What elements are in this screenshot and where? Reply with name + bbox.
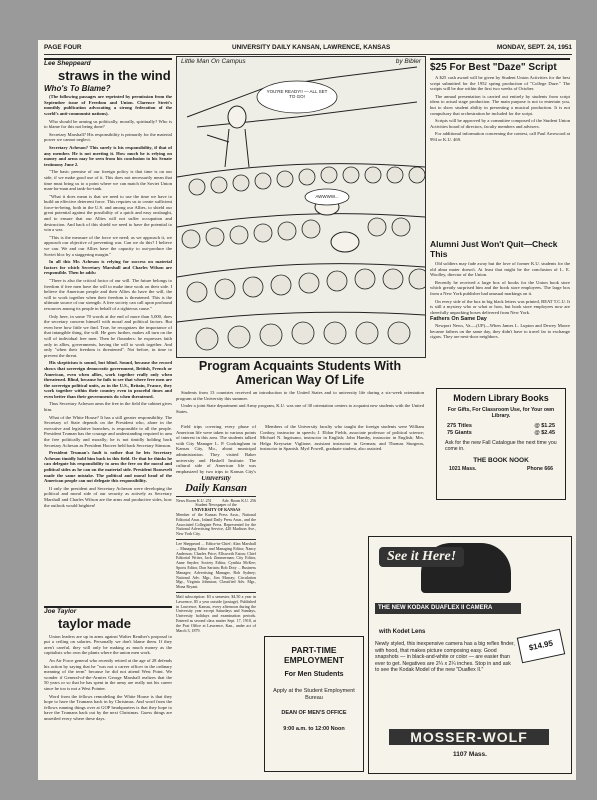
library-title: Modern Library Books: [453, 393, 549, 403]
program-para: Members of the University faculty who taught the foreign students were William Conboy, instructor in speech; J. Eldon Fields, associate professor of political science; Michael N. Ingrisano, instructor in English; John Hamby, instructor in English; Mrs. Helga Kreysztar Viglione, assistant instructor in German; and Thomas Sturgeon, instructor in Spanish. Myrl Powell, graduate student, also assisted.: [260, 424, 424, 452]
masthead-sub2: UNIVERSITY OF KANSAS: [191, 507, 241, 513]
sheppeard-para: (The following passages are reprinted by permission from the September issue of Freedom and Union. Clarence Streit's monthly publication advocating a strong federation of the world's anti-communist nations).: [44, 94, 172, 116]
cartoon-title: Little Man On Campus: [181, 58, 246, 65]
library-price2: @ $2.45: [534, 429, 555, 436]
sheppeard-para: In all this Mr. Acheson is relying for success on material factors for which Secretary Marshall and Charles Wilson are responsible. Then he adds:: [44, 259, 172, 276]
sheppeard-byline: Lee Sheppeard: [44, 58, 172, 67]
library-store: THE BOOK NOOK: [473, 456, 529, 464]
daze-title: $25 For Best "Daze" Script: [430, 58, 570, 73]
kodak-price-tag: $14.95: [517, 629, 565, 664]
taylor-byline: Joe Taylor: [44, 606, 172, 615]
masthead-staff: Lee Sheppeard ... Editor-in-Chief; Alan Marshall ... Managing Editor and Managing Editor; Nancy Anderson; Charles Price; Ellsworth Eaton; Chief Editorial Writer, Jack Zimmerman; City Editor, Anne Snyder; Society Editor, Cynthia McKee; Sports Editor, Don Sartain; Bob Doty ... Business Manager; Advertising Manager, Bob Sydney; National Adv. Mgr., Jim Murray; Circulation Mgr., Virginia Johnston; Classified Adv. Mgr., Mona Bryant.: [176, 540, 256, 590]
cartoon-credit: by Bibler: [395, 58, 421, 65]
masthead-name: Daily Kansan: [184, 481, 248, 494]
seeit-banner: See it Here!: [379, 547, 464, 567]
taylor-para: Word from the fellows remodeling the White House is that they hope to have the Trumans back in by Christmas. And word from the fellows running things over at GOP headquarters is that they hope to have the Trumans back out by the next Christmas. Guess things are unsettled every where these days.: [44, 693, 172, 721]
daze-column: [430, 58, 570, 238]
taylor-column: [44, 606, 172, 776]
daze-para: For additional information concerning the contest, call Paul Arrowood at 994 or K.U. 469.: [430, 131, 570, 142]
parttime-title: PART-TIME EMPLOYMENT: [284, 645, 344, 665]
mosser-wolf-address: 1107 Mass.: [453, 751, 487, 758]
fathers-text: Newport News, Va.—(UP)—When James L. Lupton and Dewey Moore became fathers on the same day, they didn't have to travel far to exchange cigars. They are next-door neighbors.: [430, 322, 570, 340]
library-sub: For Gifts, For Classroom Use, for Your own Library.: [447, 407, 555, 420]
sheppeard-title: straws in the wind: [58, 67, 171, 83]
sheppeard-para: Secretary Marshall? His responsibility is primarily for the material power we cannot neglect.: [44, 131, 172, 143]
program-para: Under a joint State department and Army program, K.U. was one of 30 orientation centers to acquaint new students with the United States.: [176, 403, 424, 414]
sheppeard-para: "The basic premise of our foreign policy is that time is on our side, if we make good use of it. This does not necessarily mean that time must bring us to a point where we can match the Soviet Union man-for-man and tank-for-tank.: [44, 169, 172, 192]
sheppeard-para: Thus Secretary Acheson arms the free in the field the cabinet gives him.: [44, 401, 172, 413]
library-ask: Ask for the new Fall Catalogue the next time you come in.: [445, 439, 557, 453]
library-address: 1021 Mass.: [449, 465, 477, 472]
program-lead: [176, 390, 424, 424]
paper-name: UNIVERSITY DAILY KANSAN, LAWRENCE, KANSAS: [232, 44, 391, 51]
parttime-apply: Apply at the Student Employment Bureau: [273, 688, 355, 701]
sheppeard-subhead: Who's To Blame?: [44, 83, 111, 93]
library-phone: Phone 666: [527, 465, 553, 472]
library-price1: @ $1.25: [534, 422, 555, 429]
alumni-para: Old soldiers may fade away but the love of former K.U. students for the old alma mater doesn't. At least that might be the conclusion of L. E. Woolley, director of the Union.: [430, 261, 570, 278]
sheppeard-para: Only here, in some 70 words at the end of more than 5,000, does the secretary concern himself with moral and political factors. But even here how little we find. True, he recognizes the importance of that intangible thing, the will. He goes further, makes all turn on the will of individual free men. Then he flounders: he expresses faith only in allies, governments, having the will to work together. And only "when their freedom is threatened". Not before, in time to prevent the threat.: [44, 313, 172, 358]
taylor-para: Union leaders are up in arms against Walter Reuther's proposal to put a ceiling on salaries. Personally we don't blame them. If they aren't careful, they will only be making as much money as the capitalists who own the plants where the union men work.: [44, 633, 172, 656]
program-col-2: [260, 424, 424, 554]
kodak-product: THE NEW KODAK DUAFLEX II CAMERA: [375, 603, 521, 614]
cartoon-drawing: [177, 57, 425, 357]
parttime-office: DEAN OF MEN'S OFFICE: [281, 710, 347, 716]
sheppeard-para: "There is also the critical factor of our will. The future belongs to freedom if free men have the will to make time work on their side. I believe the American people and their Allies do have the will, the will to work together when their freedom is threatened. This is the ultimate source of our strength. A free society can call upon profound resources among its people in behalf of a righteous cause.": [44, 278, 172, 311]
sheppeard-para: His skepticism is sound, but blind. Sound, because the record shows that sovereign democratic government, British, French or American, even when allies, work together really only when threatened. Blind, because he fails to see that where free men are the sovereign political units, as in the U.S., Britain, France, they work together within their country even in peaceful times and even better than their governments do when threatened.: [44, 360, 172, 399]
cartoon-crowd: [182, 167, 425, 350]
sheppeard-column: [44, 58, 172, 603]
alumni-para: Recently he received a large box of books for the Union book store which greatly surprised him and the book store employees. The large box from a New York publisher had unusual markings on it.: [430, 279, 570, 296]
masthead-subscription: Mail subscription: $3 a semester, $4.50 a year in Lawrence, $5 a year outside (postage). Published in Lawrence, Kansas, every afternoon during the University year except Saturdays and Sundays, University holidays and examination periods. Entered as second class matter Sept. 17, 1910, at the Post Office at Lawrence, Kan., under act of March 3, 1879.: [176, 593, 256, 633]
library-price2-label: 75 Giants: [447, 429, 472, 436]
parttime-sub: For Men Students: [284, 671, 344, 678]
masthead-details: Member of the Kansas Press Assn., National Editorial Assn., Inland Daily Press Assn., and the Associated Collegiate Press. Represented for the National Advertising Service, 420 Madison Ave., New York City.: [176, 511, 256, 537]
kodak-lens: with Kodet Lens: [379, 629, 426, 635]
program-para: Students from 13 countries received an introduction to the United States and to university life during a six-week orientation program at the University this summer.: [176, 390, 424, 401]
program-col-1: [176, 424, 256, 474]
sheppeard-para: If only the president and Secretary Acheson were developing the political and moral side of our security as actively as Secretary Marshall and Charles Wilson are the arms and productive sides, how the outlook would brighten!: [44, 485, 172, 508]
sheppeard-para: "This is the measure of the force we need; as we approach it, we approach our objective of preventing war. Can we do this? I believe we can. We and our Allies have the capacity to out-produce the Soviet bloc by a staggering margin.": [44, 234, 172, 257]
newsroom-phone: News Room K.U. 251: [176, 497, 212, 503]
newspaper-page: [38, 40, 576, 780]
alumni-title: Alumni Just Won't Quit—Check This: [430, 240, 558, 259]
kodak-ad: [368, 536, 572, 774]
kodak-desc: Newly styled, this inexpensive camera has a big reflex finder, with hood, that makes picture composing easy. Good snapshots — in black-and-white or color — are easier than ever to get. Negatives are 2¼ x 2¼ inches. Stop in and ask to see the Kodak Model of the new "Duaflex II.": [375, 641, 515, 674]
sheppeard-para: President Truman's fault is rather that he lets Secretary Acheson timidly hold him back in this field. Or that he thinks he can delegate his responsibility to arm the free on the moral and political sides as he can on the material side. President Roosevelt made the same mistake. The political and moral head of the American people can not delegate this responsibility.: [44, 450, 172, 484]
adroom-phone: Adv. Room K.U. 256: [221, 497, 256, 503]
program-headline: Program Acquaints Students With American Way Of Life: [198, 359, 402, 387]
cartoon-panel: [176, 56, 426, 358]
sheppeard-para: Who should be arming us politically, morally, spiritually? Who is to blame for this not being done?: [44, 118, 172, 130]
masthead-sub1: Student Newspaper of the: [195, 502, 237, 508]
masthead-top: University: [201, 476, 231, 482]
page-header: [44, 42, 572, 55]
speech-text-1: YOU'RE READY!! — ALL SET TO GO!: [266, 89, 328, 99]
daze-para: A $25 cash award will be given by Student Union Activities for the best script submitted for the 1952 spring production of "College Daze." The scripts will be due within the first two weeks of October.: [430, 75, 570, 92]
sheppeard-para: What of the White House? It has a still greater responsibility. The Secretary of State depends on the President who, alone in the executive and legislative branches, is responsible to all the people. President Truman has the courage and understanding required to arm the free politically and morally; he is not timidly holding back Secretary Acheson as President Hoover held back Secretary Stimson.: [44, 414, 172, 448]
issue-date: MONDAY, SEPT. 24, 1951: [496, 44, 572, 51]
parttime-ad: [264, 636, 364, 772]
daze-para: Scripts will be approved by a committee composed of the Student Union Activities board of directors, faculty members and advisers.: [430, 118, 570, 129]
program-para: Field trips covering every phase of American life were taken to various points of interest in this area. The students talked with City Manager L. P. Cookingham in Kansas City, Mo., about municipal administration. They visited Baker university and Haskell Institute. The cultural side of American life was emphasized by two trips to Kansas City's: [176, 424, 256, 474]
library-price1-label: 275 Titles: [447, 422, 472, 429]
parttime-hours: 9:00 a.m. to 12:00 Noon: [283, 726, 345, 732]
daze-para: The annual presentation is carried out entirely by students from script ideas to actual stage production. The main purpose is not to entertain you, but to show student ability in presenting a musical production. It is not compulsory that orchestration be included for the script.: [430, 93, 570, 116]
speech-text-2: AWWWW...: [315, 194, 339, 199]
masthead: [176, 476, 256, 676]
sheppeard-para: "What it does mean is that we need to use the time we have to build an effective deterrent force. This requires us to create sufficient force-in-being, both in the U.S. and among our Allies, to shield our great potential against the possibility of a quick and easy onslaught, and to ensure that our Allies will not suffer occupation and destruction. And back of this shield we need to have the potential to win a war.: [44, 193, 172, 233]
alumni-column: [430, 240, 570, 382]
mosser-wolf-logo: MOSSER-WOLF: [389, 729, 549, 745]
sheppeard-para: Secretary Acheson? This surely is his responsibility, if that of any member. He is not meeting it. How much he is relying on money and arms may be seen from his conclusion to his Senate testimony June 2.: [44, 144, 172, 167]
taylor-para: An Air Force general who recently retired at the age of 28 defends his action by saying that he "was not a career officer in the ordinary meaning of the term" because he did not attend West Point. We wonder if General-of-the-Armies George Marshall realizes that the 50 years or so that he has spent in the army are really not his career since he too is not a West Pointer.: [44, 657, 172, 691]
library-ad: [436, 388, 566, 500]
taylor-title: taylor made: [58, 615, 131, 631]
page-number: PAGE FOUR: [44, 44, 82, 51]
fathers-title: Fathers On Same Day: [430, 316, 487, 323]
alumni-para: On every side of the box in big black letters was printed, BEAT T.C.U. It is still a mystery who or what or how, but book store employees now are cheerfully unpacking boxes delivered from New York.: [430, 298, 570, 315]
